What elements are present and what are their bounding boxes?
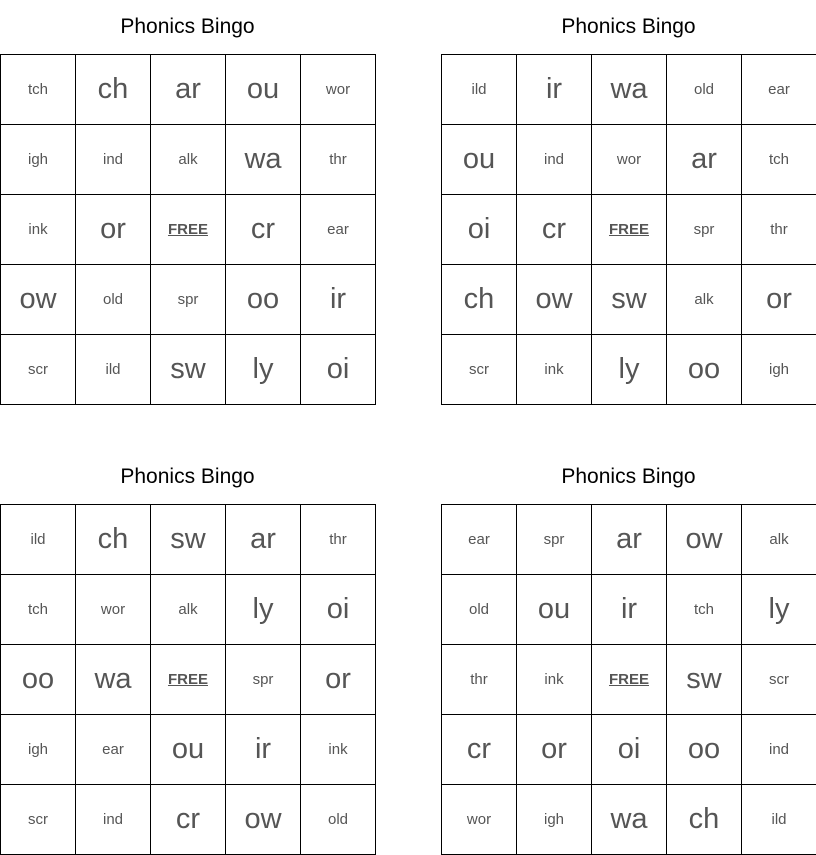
bingo-cell: thr (742, 195, 816, 265)
bingo-cell: cr (226, 195, 301, 265)
grid-row (442, 265, 816, 335)
bingo-cell: oi (301, 335, 376, 405)
bingo-cell: ar (151, 55, 226, 125)
bingo-cell: igh (1, 125, 76, 195)
bingo-cell: spr (151, 265, 226, 335)
bingo-cell: thr (301, 505, 376, 575)
bingo-cell: scr (442, 335, 517, 405)
bingo-cell: alk (151, 575, 226, 645)
bingo-cell: scr (742, 645, 816, 715)
bingo-cell: ou (226, 55, 301, 125)
bingo-card-1 (0, 0, 375, 405)
bingo-cell: ind (76, 785, 151, 855)
bingo-cell: ch (442, 265, 517, 335)
bingo-cell: or (301, 645, 376, 715)
bingo-cell: sw (151, 335, 226, 405)
bingo-cell: thr (301, 125, 376, 195)
bingo-cell: old (667, 55, 742, 125)
bingo-cell: oo (1, 645, 76, 715)
free-space: FREE (592, 195, 667, 265)
bingo-cell: oi (442, 195, 517, 265)
bingo-cell: wa (76, 645, 151, 715)
grid-row (442, 505, 816, 575)
bingo-cell: old (301, 785, 376, 855)
bingo-cell: tch (1, 575, 76, 645)
bingo-cell: ch (76, 505, 151, 575)
bingo-cell: alk (667, 265, 742, 335)
bingo-cell: or (517, 715, 592, 785)
grid-row (1, 505, 376, 575)
bingo-cell: sw (151, 505, 226, 575)
bingo-cell: ow (226, 785, 301, 855)
bingo-cell: ink (517, 335, 592, 405)
grid-row (442, 715, 816, 785)
grid-row (1, 785, 376, 855)
bingo-cell: ou (517, 575, 592, 645)
bingo-cell: old (76, 265, 151, 335)
bingo-cell: ou (442, 125, 517, 195)
bingo-cell: sw (667, 645, 742, 715)
bingo-cell: igh (1, 715, 76, 785)
bingo-cell: tch (1, 55, 76, 125)
bingo-cell: wor (592, 125, 667, 195)
bingo-cell: ch (667, 785, 742, 855)
bingo-cell: wor (301, 55, 376, 125)
bingo-cell: cr (517, 195, 592, 265)
bingo-cell: ir (517, 55, 592, 125)
bingo-cell: ow (1, 265, 76, 335)
card-title: Phonics Bingo (561, 465, 696, 488)
bingo-cell: tch (742, 125, 816, 195)
bingo-cell: alk (742, 505, 816, 575)
bingo-cell: ar (592, 505, 667, 575)
grid-row (1, 55, 376, 125)
bingo-cell: ly (226, 575, 301, 645)
bingo-cell: ind (76, 125, 151, 195)
bingo-cell: ink (1, 195, 76, 265)
bingo-cell: ir (301, 265, 376, 335)
bingo-cell: or (76, 195, 151, 265)
grid-row (1, 645, 376, 715)
bingo-cell: oi (301, 575, 376, 645)
bingo-cell: ink (517, 645, 592, 715)
bingo-cell: ild (742, 785, 816, 855)
bingo-grid (441, 504, 816, 855)
bingo-cell: ind (742, 715, 816, 785)
bingo-cell: sw (592, 265, 667, 335)
bingo-grid (0, 54, 376, 405)
free-space: FREE (151, 195, 226, 265)
bingo-card-3 (0, 450, 375, 855)
bingo-cell: wor (442, 785, 517, 855)
grid-row (442, 125, 816, 195)
grid-row (1, 125, 376, 195)
bingo-cell: ch (76, 55, 151, 125)
grid-row (1, 575, 376, 645)
grid-row (442, 195, 816, 265)
bingo-cell: ink (301, 715, 376, 785)
card-title: Phonics Bingo (120, 15, 255, 38)
bingo-card-2 (441, 0, 816, 405)
bingo-cell: ear (301, 195, 376, 265)
grid-row (442, 645, 816, 715)
bingo-cell: igh (742, 335, 816, 405)
bingo-cell: ir (226, 715, 301, 785)
bingo-cell: scr (1, 335, 76, 405)
bingo-cell: wa (592, 785, 667, 855)
bingo-cell: wor (76, 575, 151, 645)
bingo-cell: or (742, 265, 816, 335)
bingo-cell: spr (226, 645, 301, 715)
bingo-cell: ir (592, 575, 667, 645)
bingo-cell: oo (226, 265, 301, 335)
bingo-cell: ild (442, 55, 517, 125)
bingo-cell: spr (517, 505, 592, 575)
bingo-cell: ly (742, 575, 816, 645)
card-title: Phonics Bingo (120, 465, 255, 488)
free-space: FREE (592, 645, 667, 715)
bingo-cell: oo (667, 335, 742, 405)
bingo-grid (441, 54, 816, 405)
free-space: FREE (151, 645, 226, 715)
bingo-cell: ind (517, 125, 592, 195)
grid-row (442, 575, 816, 645)
grid-row (1, 335, 376, 405)
grid-row (1, 715, 376, 785)
card-title: Phonics Bingo (561, 15, 696, 38)
grid-row (442, 335, 816, 405)
bingo-cell: tch (667, 575, 742, 645)
bingo-cell: ar (667, 125, 742, 195)
bingo-cell: ow (517, 265, 592, 335)
bingo-cell: ly (226, 335, 301, 405)
bingo-cell: oo (667, 715, 742, 785)
grid-row (442, 785, 816, 855)
bingo-grid (0, 504, 376, 855)
bingo-cell: cr (442, 715, 517, 785)
bingo-card-4 (441, 450, 816, 855)
bingo-cell: ou (151, 715, 226, 785)
bingo-cell: thr (442, 645, 517, 715)
bingo-cell: ild (76, 335, 151, 405)
bingo-cell: ear (442, 505, 517, 575)
grid-row (1, 265, 376, 335)
bingo-cell: ar (226, 505, 301, 575)
bingo-cell: ear (742, 55, 816, 125)
bingo-cell: scr (1, 785, 76, 855)
bingo-cell: wa (226, 125, 301, 195)
grid-row (442, 55, 816, 125)
bingo-cell: old (442, 575, 517, 645)
bingo-cell: igh (517, 785, 592, 855)
bingo-cell: ow (667, 505, 742, 575)
grid-row (1, 195, 376, 265)
bingo-cell: alk (151, 125, 226, 195)
bingo-cell: oi (592, 715, 667, 785)
bingo-cell: ly (592, 335, 667, 405)
bingo-cell: spr (667, 195, 742, 265)
bingo-cell: wa (592, 55, 667, 125)
bingo-cell: ild (1, 505, 76, 575)
bingo-cell: ear (76, 715, 151, 785)
bingo-cell: cr (151, 785, 226, 855)
